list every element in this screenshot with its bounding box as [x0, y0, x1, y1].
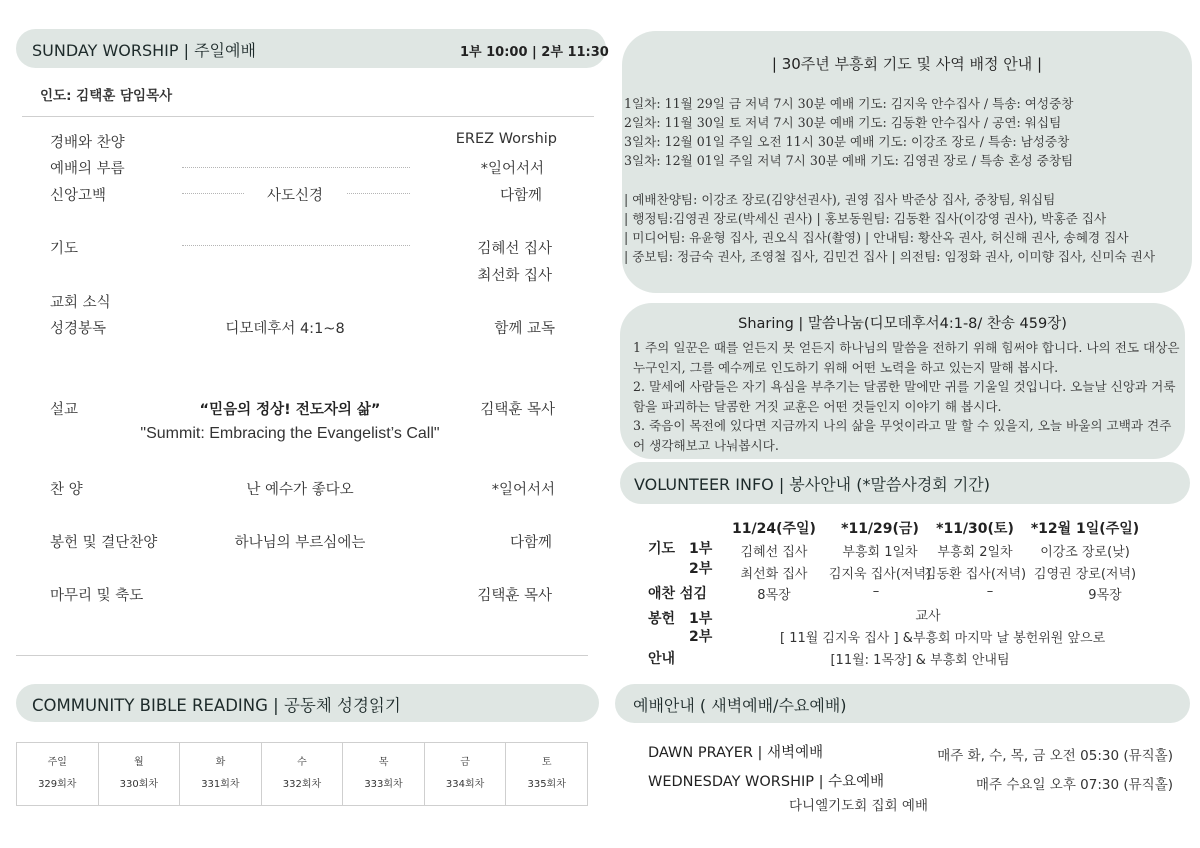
volunteer-cell: 8목장 — [757, 588, 791, 603]
worship-time: 1부 10:00 | 2부 11:30 — [460, 45, 609, 60]
worship-leader: 인도: 김택훈 담임목사 — [40, 88, 173, 104]
volunteer-offering-1: 교사 — [915, 609, 941, 624]
volunteer-label-part1: 1부 — [689, 611, 713, 627]
reading-day-cell: 목 333회차 — [343, 743, 425, 806]
volunteer-label-cleaning: 애찬 섬김 — [648, 586, 707, 602]
announcement-team-line: | 미디어팀: 유윤형 집사, 권오식 집사(촬영) | 안내팀: 황산옥 권사, 허신해 권사, 송혜경 집사 — [624, 230, 1129, 245]
service-item-name: 봉헌 및 결단찬양 — [50, 535, 158, 551]
volunteer-label-prayer: 기도 — [648, 541, 676, 557]
dawn-prayer-time: 매주 화, 수, 목, 금 오전 05:30 (뮤직홀) — [937, 748, 1173, 764]
announcement-team-line: | 예배찬양팀: 이강조 장로(김양선권사), 권영 집사 박준상 집사, 중창팀, 워십팀 — [624, 192, 1056, 207]
sermon-title-english: "Summit: Embracing the Evangelist’s Call" — [140, 425, 440, 442]
volunteer-label-offering: 봉헌 — [648, 611, 676, 627]
service-item-leader: *일어서서 — [491, 482, 555, 498]
announcement-team-line: | 중보팀: 정금숙 권사, 조영철 집사, 김민건 집사 | 의전팀: 임정화 권사, 이미향 집사, 신미숙 권사 — [624, 249, 1155, 264]
service-item-leader: EREZ Worship — [455, 131, 557, 147]
reading-day-cell: 토 335회차 — [506, 743, 588, 806]
dotted-leader — [347, 193, 410, 194]
dotted-leader — [182, 193, 244, 194]
worship-divider-bottom — [16, 655, 588, 656]
service-item-detail: 디모데후서 4:1~8 — [225, 321, 345, 337]
sharing-question: 3. 죽음이 목전에 있다면 지금까지 나의 삶을 무엇이라고 말 할 수 있을지, 오늘 바울의 고백과 견주어 생각해보고 나눠봅시다. — [633, 418, 1172, 453]
worship-divider-top — [22, 116, 594, 117]
dawn-prayer-label: DAWN PRAYER | 새벽예배 — [648, 745, 824, 761]
volunteer-label-part1: 1부 — [689, 541, 713, 557]
volunteer-title: VOLUNTEER INFO | 봉사안내 (*말씀사경회 기간) — [634, 475, 990, 494]
dotted-leader — [182, 167, 410, 168]
volunteer-label-part2: 2부 — [689, 561, 713, 577]
sharing-question: 2. 말세에 사람들은 자기 욕심을 부추기는 달콤한 말에만 귀를 기울일 것입니다. 오늘날 신앙과 거룩함을 파괴하는 달콤한 거짓 교훈은 어떤 것들인지 이야기 해 봅시다. — [633, 379, 1176, 414]
service-item-name: 교회 소식 — [50, 295, 111, 311]
service-item-name: 찬 양 — [50, 482, 83, 498]
announcement-schedule-line: 2일차: 11월 30일 토 저녁 7시 30분 예배 기도: 김동환 안수집사 / 공연: 워십팀 — [624, 115, 1062, 130]
worship-title: SUNDAY WORSHIP | 주일예배 — [32, 41, 256, 60]
reading-day-cell: 수 332회차 — [261, 743, 343, 806]
service-item-leader: 함께 교독 — [494, 321, 555, 337]
reading-day-cell: 월 330회차 — [98, 743, 180, 806]
service-item-leader: 다함께 — [509, 535, 552, 551]
sharing-question: 1 주의 일꾼은 때를 얻든지 못 얻든지 하나님의 말씀을 전하기 위해 힘써야 합니다. 나의 전도 대상은 누구인지, 그를 예수께로 인도하기 위해 어떤 노력을 하고 있는지 말해 봅시다. — [633, 340, 1180, 375]
volunteer-cell: 김영권 장로(저녁) — [1033, 567, 1137, 582]
volunteer-label-part2: 2부 — [689, 629, 713, 645]
service-item-detail: 난 예수가 좋다오 — [246, 482, 354, 498]
reading-day-cell: 금 334회차 — [424, 743, 506, 806]
service-item-name: 마무리 및 축도 — [50, 588, 144, 604]
dotted-leader — [182, 245, 410, 246]
sharing-title: Sharing | 말씀나눔(디모데후서4:1-8/ 찬송 459장) — [738, 316, 1067, 332]
reading-title: COMMUNITY BIBLE READING | 공동체 성경읽기 — [32, 696, 401, 715]
wednesday-worship-time: 매주 수요일 오후 07:30 (뮤직홀) — [975, 777, 1173, 793]
volunteer-cell: – — [872, 584, 880, 599]
service-item-leader: *일어서서 — [480, 161, 544, 177]
volunteer-cell: 최선화 집사 — [740, 567, 808, 582]
volunteer-column-header: 11/24(주일) — [732, 521, 816, 537]
volunteer-label-guide: 안내 — [648, 651, 676, 667]
volunteer-cell: 김지욱 집사(저녁) — [828, 567, 932, 582]
reading-day-cell: 주일 329회차 — [17, 743, 99, 806]
service-item-name: 신앙고백 — [50, 188, 107, 204]
reading-day-cell: 화 331회차 — [180, 743, 262, 806]
announcement-schedule-line: 3일차: 12월 01일 주일 저녁 7시 30분 예배 기도: 김영권 장로 / 특송 혼성 중창팀 — [624, 153, 1074, 168]
services-title: 예배안내 ( 새벽예배/수요예배) — [633, 696, 847, 715]
daniel-prayer-note: 다니엘기도회 집회 예배 — [789, 798, 928, 814]
service-item-leader: 김택훈 목사 — [477, 588, 552, 604]
volunteer-column-header: *11/29(금) — [841, 521, 919, 537]
volunteer-cell: 이강조 장로(낮) — [1040, 545, 1130, 560]
service-item-detail: 하나님의 부르심에는 — [234, 535, 366, 551]
service-item-leader: 김혜선 집사 — [477, 241, 552, 257]
service-item-leader: 최선화 집사 — [477, 268, 552, 284]
volunteer-cell: 김동환 집사(저녁) — [923, 567, 1027, 582]
announcement-title: | 30주년 부흥회 기도 및 사역 배정 안내 | — [771, 55, 1043, 73]
service-item-detail: 사도신경 — [266, 188, 324, 204]
announcement-team-line: | 행정팀:김영권 장로(박세신 권사) | 홍보동원팀: 김동환 집사(이강영 권사), 박홍준 집사 — [624, 211, 1107, 226]
service-item-name: 예배의 부름 — [50, 161, 125, 177]
announcement-schedule-line: 1일차: 11월 29일 금 저녁 7시 30분 예배 기도: 김지욱 안수집사 / 특송: 여성중창 — [624, 96, 1074, 111]
volunteer-cell: 부흥회 2일차 — [937, 545, 1013, 560]
volunteer-cell: 김혜선 집사 — [740, 545, 808, 560]
service-item-name: 설교 — [50, 402, 79, 418]
volunteer-cell: – — [986, 584, 994, 599]
volunteer-cell: 9목장 — [1088, 588, 1122, 603]
service-item-name: 경배와 찬양 — [50, 135, 125, 151]
volunteer-column-header: *11/30(토) — [936, 521, 1014, 537]
announcement-schedule-line: 3일차: 12월 01일 주일 오전 11시 30분 예배 기도: 이강조 장로 / 특송: 남성중창 — [624, 134, 1070, 149]
volunteer-column-header: *12월 1일(주일) — [1030, 521, 1140, 537]
sermon-title: “믿음의 정상! 전도자의 삶” — [199, 402, 381, 418]
reading-table — [16, 742, 588, 806]
volunteer-offering-2: [ 11월 김지욱 집사 ] &부흥회 마지막 날 봉헌위원 앞으로 — [780, 631, 1106, 646]
wednesday-worship-label: WEDNESDAY WORSHIP | 수요예배 — [648, 774, 885, 790]
volunteer-cell: 부흥회 1일차 — [842, 545, 918, 560]
service-item-leader: 다함께 — [499, 188, 542, 204]
service-item-name: 성경봉독 — [50, 321, 107, 337]
volunteer-guide: [11월: 1목장] & 부흥회 안내팀 — [830, 653, 1010, 668]
service-item-leader: 김택훈 목사 — [480, 402, 555, 418]
service-item-name: 기도 — [50, 241, 79, 257]
